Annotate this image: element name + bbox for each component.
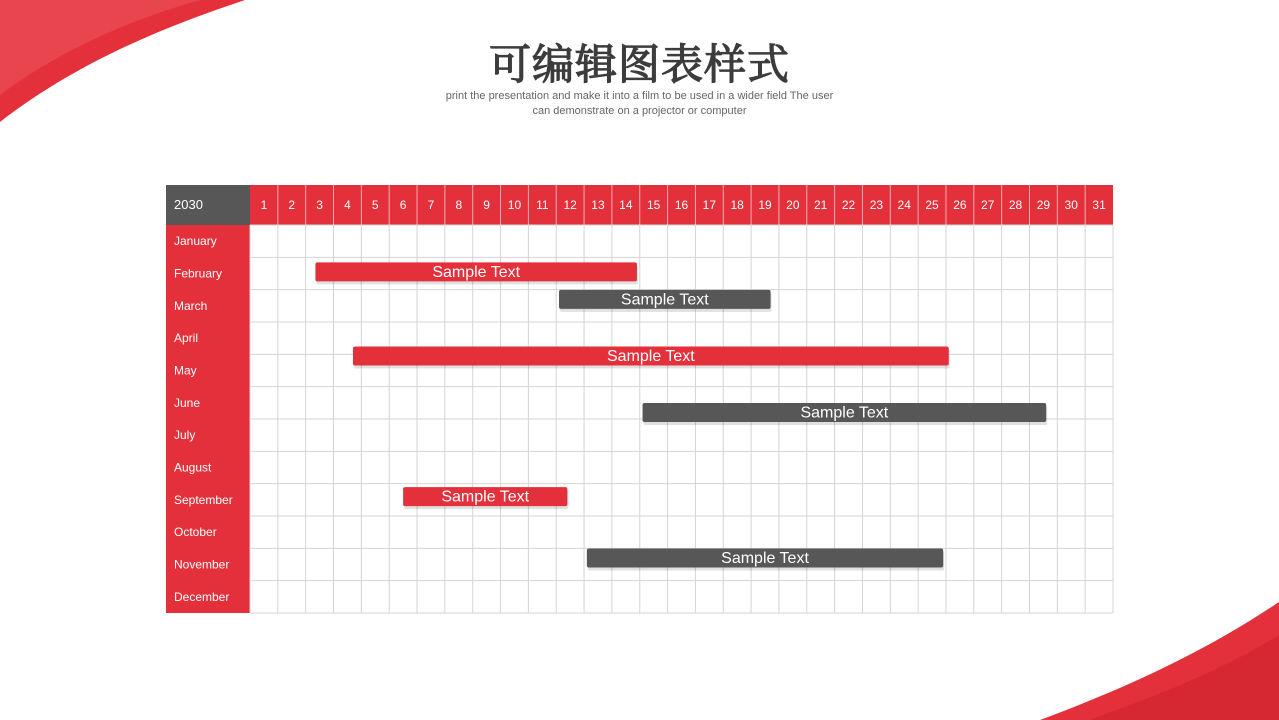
day-label: 14: [619, 198, 633, 212]
day-label: 20: [786, 198, 800, 212]
day-label: 6: [399, 198, 407, 212]
month-label: October: [174, 525, 217, 540]
month-label: April: [174, 331, 199, 346]
day-label: 12: [563, 198, 577, 212]
gantt-bar-label: Sample Text: [607, 347, 695, 365]
day-label: 31: [1092, 198, 1106, 212]
gantt-bar-label: Sample Text: [441, 488, 530, 506]
day-label: 21: [814, 198, 828, 212]
month-label: June: [174, 395, 201, 410]
day-label: 24: [897, 198, 911, 212]
day-label: 19: [758, 198, 772, 212]
day-label: 30: [1064, 198, 1078, 212]
day-label: 16: [674, 198, 689, 212]
day-label: 29: [1036, 198, 1051, 212]
day-label: 7: [427, 198, 435, 212]
day-label: 3: [316, 198, 323, 212]
month-label-column: [166, 225, 250, 613]
day-label: 26: [953, 198, 967, 212]
page-subtitle-line1: print the presentation and make it into a film to be used in a wider field The user: [445, 90, 834, 102]
year-label: 2030: [174, 197, 203, 212]
day-label: 9: [483, 198, 490, 212]
month-label: November: [174, 557, 230, 572]
gantt-bar-label: Sample Text: [721, 550, 809, 568]
gantt-bar-label: Sample Text: [800, 404, 889, 422]
day-label: 8: [455, 198, 463, 212]
day-label: 25: [925, 198, 939, 212]
page-title: 可编辑图表样式: [488, 40, 790, 89]
day-label: 18: [730, 198, 744, 212]
month-label: September: [174, 492, 233, 507]
day-label: 15: [646, 198, 661, 212]
gantt-bar-label: Sample Text: [620, 291, 709, 309]
day-label: 10: [507, 198, 522, 212]
month-label: February: [174, 266, 223, 281]
month-label: May: [174, 363, 197, 378]
page-subtitle-line2: can demonstrate on a projector or computer: [532, 105, 747, 117]
day-label: 1: [260, 198, 268, 212]
day-label: 13: [591, 198, 605, 212]
month-label: August: [174, 460, 212, 475]
month-label: March: [174, 298, 208, 313]
day-label: 2: [288, 198, 296, 212]
month-label: July: [174, 428, 196, 443]
month-label: December: [174, 589, 230, 604]
gantt-bar-label: Sample Text: [432, 263, 521, 281]
day-label: 11: [536, 198, 549, 212]
day-label: 28: [1008, 198, 1023, 212]
day-label: 23: [869, 198, 884, 212]
month-label: January: [174, 234, 217, 249]
day-label: 27: [981, 198, 995, 212]
day-label: 17: [702, 198, 717, 212]
day-label: 22: [841, 198, 856, 212]
day-label: 5: [371, 198, 379, 212]
day-label: 4: [344, 198, 351, 212]
